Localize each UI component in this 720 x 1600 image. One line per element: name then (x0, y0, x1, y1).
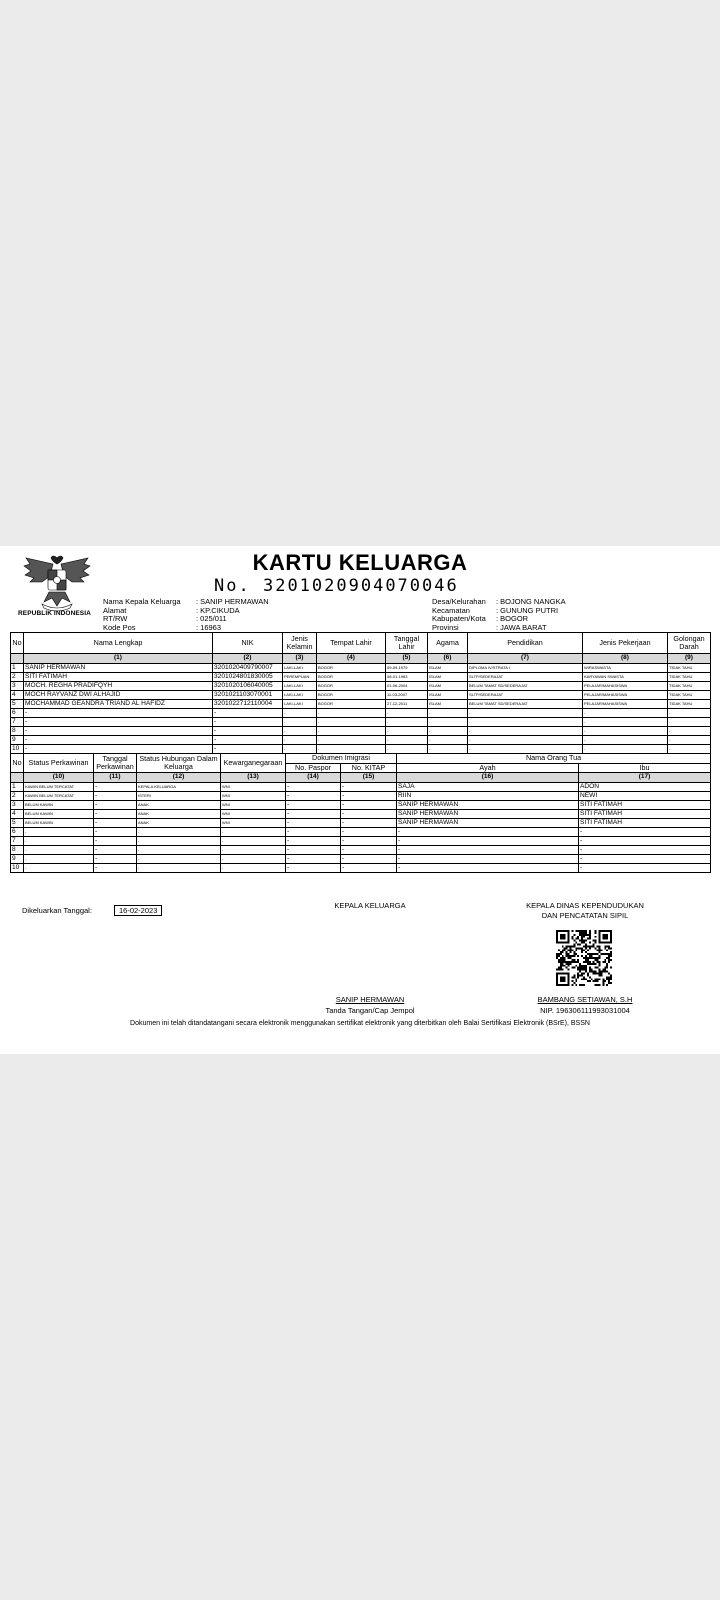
col-number: (9) (668, 654, 711, 664)
table-cell: - (94, 827, 137, 836)
table-cell: - (24, 863, 94, 872)
table-cell: WNI (221, 800, 286, 809)
table-cell: PEREMPUAN (283, 672, 317, 681)
table-cell: - (94, 854, 137, 863)
table-row (11, 744, 711, 753)
table-cell: - (286, 845, 341, 854)
table-cell: 9 (11, 854, 24, 863)
table-cell: ANAK (137, 809, 221, 818)
header-spacer (11, 773, 24, 783)
table-cell: ISLAM (428, 672, 468, 681)
table-cell: MOCH RAYVANZ DWI ALHAJID (24, 690, 213, 699)
table-cell: ANAK (137, 800, 221, 809)
table-cell: TIDAK TAHU (668, 690, 711, 699)
col-number: (5) (386, 654, 428, 664)
table-row (11, 818, 711, 827)
table-cell: - (428, 708, 468, 717)
table-cell: 5 (11, 699, 24, 708)
table-cell: BOGOR (317, 681, 386, 690)
table-cell: - (583, 744, 668, 753)
table-cell: MOCHAMMAD GEANDRA TRIAND AL HAFIDZ (24, 699, 213, 708)
header-spacer (11, 654, 24, 664)
signature-caption: Tanda Tangan/Cap Jempol (325, 1006, 415, 1015)
table-cell: - (24, 708, 213, 717)
table-cell: SANIP HERMAWAN (397, 800, 579, 809)
table-cell: 27-12-2011 (386, 699, 428, 708)
info-value: : GUNUNG PUTRI (496, 605, 559, 615)
header-status-perkawinan: Status Perkawinan (24, 754, 94, 773)
official-signature (500, 994, 670, 1016)
qr-code-icon (556, 930, 612, 986)
table-cell: - (341, 782, 397, 791)
table-cell: ANAK (137, 818, 221, 827)
table-cell: - (317, 744, 386, 753)
table-cell: - (341, 791, 397, 800)
header-status-hubungan: Status Hubungan Dalam Keluarga (137, 754, 221, 773)
table-cell: - (24, 854, 94, 863)
table-row (11, 845, 711, 854)
table-cell: - (668, 726, 711, 735)
table-cell: - (137, 845, 221, 854)
document-title: KARTU KELUARGA (252, 550, 468, 575)
table-cell: SAJA (397, 782, 579, 791)
table-cell: WNI (221, 782, 286, 791)
table-cell: - (341, 818, 397, 827)
table-cell: - (286, 854, 341, 863)
table-cell: 6 (11, 708, 24, 717)
official-title-line-2: DAN PENCATATAN SIPIL (541, 911, 629, 920)
col-number: (17) (579, 773, 711, 783)
col-number: (11) (94, 773, 137, 783)
table-cell: SANIP HERMAWAN (397, 818, 579, 827)
table-cell: - (24, 717, 213, 726)
table-cell: - (24, 827, 94, 836)
table-cell: - (668, 744, 711, 753)
table-cell: - (341, 836, 397, 845)
table-cell: 3201024801830005 (213, 672, 283, 681)
info-label: Alamat (103, 605, 127, 615)
table-cell: - (221, 836, 286, 845)
table-cell: WIRASWASTA (583, 663, 668, 672)
info-value: : BOJONG NANGKA (496, 597, 566, 606)
table-cell: TIDAK TAHU (668, 672, 711, 681)
table-cell: - (341, 845, 397, 854)
table-cell: - (317, 735, 386, 744)
col-number: (4) (317, 654, 386, 664)
table-cell: 3 (11, 800, 24, 809)
issued-date: 16-02-2023 (114, 905, 162, 916)
table-row (11, 863, 711, 872)
table-cell: RIIN (397, 791, 579, 800)
table-cell: WNI (221, 818, 286, 827)
table-cell: - (94, 782, 137, 791)
table-cell: ISLAM (428, 690, 468, 699)
table-row (11, 809, 711, 818)
table-cell: - (283, 726, 317, 735)
table-cell: - (286, 800, 341, 809)
electronic-signature-note: Dokumen ini telah ditandatangani secara elektronik menggunakan sertifikat elektronik yang diterbitkan oleh Balai Sertifikasi Elektronik (BSrE), BSSN (130, 1020, 590, 1027)
table-cell: - (341, 827, 397, 836)
col-number: (8) (583, 654, 668, 664)
table-row (11, 800, 711, 809)
table-cell: - (583, 726, 668, 735)
table-row (11, 791, 711, 800)
table-cell: SITI FATIMAH (579, 809, 711, 818)
table-cell: 10 (11, 744, 24, 753)
table-cell: KAWIN BELUM TERCATAT (24, 791, 94, 800)
table-cell: - (94, 836, 137, 845)
table-cell: - (341, 809, 397, 818)
table-cell: TIDAK TAHU (668, 681, 711, 690)
table-cell: - (341, 800, 397, 809)
table-cell: - (583, 735, 668, 744)
table-cell: - (386, 735, 428, 744)
issued-block (22, 905, 162, 916)
table-cell: 7 (11, 836, 24, 845)
table-cell: - (94, 845, 137, 854)
table-cell: SLTP/SEDERAJAT (468, 672, 583, 681)
table-cell: - (386, 744, 428, 753)
table-cell: - (428, 744, 468, 753)
table-cell: 1 (11, 782, 24, 791)
table-cell: ISLAM (428, 663, 468, 672)
table-cell: 4 (11, 690, 24, 699)
table-row (11, 681, 711, 690)
table-cell: - (386, 726, 428, 735)
official-nip: NIP. 196306111993031004 (540, 1006, 630, 1015)
table-cell: - (286, 863, 341, 872)
table-cell: 3 (11, 681, 24, 690)
table-cell: - (213, 744, 283, 753)
table-cell: 7 (11, 717, 24, 726)
table-cell: - (668, 708, 711, 717)
col-number: (10) (24, 773, 94, 783)
table-cell: - (583, 717, 668, 726)
table-cell: 6 (11, 827, 24, 836)
table-cell: ADON (579, 782, 711, 791)
table-cell: - (397, 827, 579, 836)
col-number: (12) (137, 773, 221, 783)
table-cell: KAWIN BELUM TERCATAT (24, 782, 94, 791)
table-cell: BELUM KAWIN (24, 800, 94, 809)
table-cell: WNI (221, 809, 286, 818)
table-cell: - (286, 791, 341, 800)
table-cell: 3201020106040005 (213, 681, 283, 690)
table-cell: - (286, 782, 341, 791)
table-row (11, 672, 711, 681)
table-cell: - (468, 708, 583, 717)
header-jenis-kelamin: Jenis Kelamin (283, 633, 317, 654)
emblem-label: REPUBLIK INDONESIA (18, 610, 91, 617)
header-jenis-pekerjaan: Jenis Pekerjaan (583, 633, 668, 654)
table-cell: - (579, 845, 711, 854)
table-cell: - (286, 836, 341, 845)
col-number: (14) (286, 773, 341, 783)
table-cell: 01-06-2004 (386, 681, 428, 690)
table-cell: ISLAM (428, 699, 468, 708)
info-label: Provinsi (432, 622, 459, 632)
table-cell: - (94, 791, 137, 800)
table-cell: LAKI-LAKI (283, 663, 317, 672)
col-number: (13) (221, 773, 286, 783)
table-cell: ISLAM (428, 681, 468, 690)
table-cell: TIDAK TAHU (668, 663, 711, 672)
table-cell: - (579, 836, 711, 845)
table-cell: 1 (11, 663, 24, 672)
table-cell: - (94, 818, 137, 827)
header-no: No (11, 754, 24, 773)
head-of-family-signature (270, 994, 470, 1016)
table-row (11, 735, 711, 744)
info-right (432, 598, 566, 632)
table-cell: 09-09-1979 (386, 663, 428, 672)
info-label: Kecamatan (432, 605, 470, 615)
table-cell: BELUM TAMAT SD/SEDERAJAT (468, 681, 583, 690)
header-kewarganegaraan: Kewarganegaraan (221, 754, 286, 773)
header-tanggal-perkawinan: Tanggal Perkawinan (94, 754, 137, 773)
table-cell: - (468, 735, 583, 744)
table-cell: - (213, 726, 283, 735)
official-title (500, 901, 670, 921)
table-cell: - (221, 845, 286, 854)
header-nama: Nama Lengkap (24, 633, 213, 654)
table-cell: - (468, 717, 583, 726)
card-number (214, 576, 459, 596)
table-cell: - (341, 854, 397, 863)
table-cell: 08-01-1983 (386, 672, 428, 681)
table-cell: SITI FATIMAH (579, 818, 711, 827)
table-cell: 8 (11, 845, 24, 854)
table-row (11, 690, 711, 699)
table-cell: - (221, 827, 286, 836)
header-tanggal-lahir: Tanggal Lahir (386, 633, 428, 654)
table-cell: 2 (11, 791, 24, 800)
table-row (11, 699, 711, 708)
table-cell: BELUM TAMAT SD/SEDERAJAT (468, 699, 583, 708)
family-status-table (10, 753, 711, 873)
table-cell: SITI FATIMAH (579, 800, 711, 809)
table-cell: - (283, 717, 317, 726)
table-cell: 3201022712110004 (213, 699, 283, 708)
table-cell: WNI (221, 791, 286, 800)
table-cell: - (137, 863, 221, 872)
table-cell: LAKI-LAKI (283, 699, 317, 708)
table-cell: - (213, 735, 283, 744)
table-cell: KARYAWAN SWASTA (583, 672, 668, 681)
table-cell: MOCH. REGHA PRADIFQYH (24, 681, 213, 690)
table-cell: 5 (11, 818, 24, 827)
header-nik: NIK (213, 633, 283, 654)
table-cell: - (137, 854, 221, 863)
card-number-value: 3201020904070046 (262, 576, 459, 596)
table-cell: - (579, 827, 711, 836)
col-number: (1) (24, 654, 213, 664)
table-cell: PELAJAR/MAHASISWA (583, 690, 668, 699)
table-cell: 11-03-2007 (386, 690, 428, 699)
table-cell: - (24, 726, 213, 735)
table-cell: BELUM KAWIN (24, 818, 94, 827)
table-row (11, 717, 711, 726)
card-number-prefix: No. (214, 576, 251, 596)
family-members-table (10, 632, 711, 754)
col-number: (2) (213, 654, 283, 664)
table-cell: - (579, 863, 711, 872)
table-row (11, 782, 711, 791)
table-row (11, 726, 711, 735)
table-cell: - (397, 863, 579, 872)
header-golongan-darah: Golongan Darah (668, 633, 711, 654)
info-left (103, 598, 269, 632)
info-label: RT/RW (103, 614, 128, 623)
table-cell: - (283, 735, 317, 744)
info-value: : 16963 (196, 622, 222, 632)
table-cell: - (317, 726, 386, 735)
info-value: : 025/011 (196, 614, 227, 623)
head-of-family-title: KEPALA KELUARGA (334, 901, 406, 910)
official-name: BAMBANG SETIAWAN, S.H (537, 995, 633, 1004)
table-cell: - (137, 827, 221, 836)
col-number: (6) (428, 654, 468, 664)
table-cell: - (283, 708, 317, 717)
table-cell: - (286, 818, 341, 827)
table-cell: - (317, 717, 386, 726)
info-label: Desa/Kelurahan (432, 597, 486, 606)
table-cell: 2 (11, 672, 24, 681)
table-cell: - (24, 744, 213, 753)
table-cell: SANIP HERMAWAN (24, 663, 213, 672)
info-value: : SANIP HERMAWAN (196, 597, 269, 606)
table-cell: BOGOR (317, 672, 386, 681)
table-row (11, 836, 711, 845)
table-cell: 8 (11, 726, 24, 735)
table-cell: NEWI (579, 791, 711, 800)
table-cell: BOGOR (317, 699, 386, 708)
table-cell: - (428, 726, 468, 735)
table-cell: - (94, 863, 137, 872)
info-label: Kode Pos (103, 622, 136, 632)
table-cell: DIPLOMA IV/STRATA I (468, 663, 583, 672)
table-cell: - (468, 726, 583, 735)
table-cell: BELUM KAWIN (24, 809, 94, 818)
table-cell: - (386, 708, 428, 717)
col-number: (3) (283, 654, 317, 664)
table-cell: 10 (11, 863, 24, 872)
issued-label: Dikeluarkan Tanggal: (22, 906, 92, 915)
table-cell: - (397, 854, 579, 863)
table-cell: - (221, 854, 286, 863)
table-row (11, 854, 711, 863)
official-title-line-1: KEPALA DINAS KEPENDUDUKAN (526, 901, 644, 910)
info-value: : JAWA BARAT (496, 622, 547, 632)
table-cell: KEPALA KELUARGA (137, 782, 221, 791)
table-cell: BOGOR (317, 663, 386, 672)
table-cell: - (397, 845, 579, 854)
table-cell: - (386, 717, 428, 726)
table-cell: LAKI-LAKI (283, 681, 317, 690)
family-card-document (0, 546, 720, 1054)
header-no-kitap: No. KITAP (341, 763, 397, 773)
table-cell: LAKI-LAKI (283, 690, 317, 699)
header-no: No (11, 633, 24, 654)
header-dokumen-imigrasi: Dokumen Imigrasi (286, 754, 397, 764)
table-cell: - (668, 717, 711, 726)
table-cell: SLTP/SEDERAJAT (468, 690, 583, 699)
info-label: Kabupaten/Kota (432, 614, 486, 623)
table-cell: PELAJAR/MAHASISWA (583, 681, 668, 690)
info-value: : BOGOR (496, 614, 529, 623)
table-cell: PELAJAR/MAHASISWA (583, 699, 668, 708)
table-cell: 3201021103070001 (213, 690, 283, 699)
table-cell: BOGOR (317, 690, 386, 699)
head-of-family-name: SANIP HERMAWAN (335, 995, 405, 1004)
table-cell: - (94, 800, 137, 809)
table-cell: SANIP HERMAWAN (397, 809, 579, 818)
table-cell: - (283, 744, 317, 753)
table-cell: - (428, 735, 468, 744)
table-cell: 3201020409790007 (213, 663, 283, 672)
header-tempat-lahir: Tempat Lahir (317, 633, 386, 654)
table-cell: - (24, 836, 94, 845)
info-value: : KP.CIKUDA (196, 605, 240, 615)
col-number: (7) (468, 654, 583, 664)
table-cell: - (94, 809, 137, 818)
table-cell: 4 (11, 809, 24, 818)
header-ibu: Ibu (579, 763, 711, 773)
table-cell: ISTERI (137, 791, 221, 800)
header-agama: Agama (428, 633, 468, 654)
table-row (11, 827, 711, 836)
table-cell: SITI FATIMAH (24, 672, 213, 681)
header-no-paspor: No. Paspor (286, 763, 341, 773)
table-cell: - (397, 836, 579, 845)
table-cell: - (579, 854, 711, 863)
table-cell: - (668, 735, 711, 744)
col-number: (15) (341, 773, 397, 783)
info-label: Nama Kepala Keluarga (103, 597, 181, 606)
col-number: (16) (397, 773, 579, 783)
table-cell: - (286, 809, 341, 818)
table-row (11, 708, 711, 717)
header-ayah: Ayah (397, 763, 579, 773)
table-cell: - (468, 744, 583, 753)
table-cell: - (341, 863, 397, 872)
table-cell: 9 (11, 735, 24, 744)
table-cell: - (286, 827, 341, 836)
table-cell: - (213, 708, 283, 717)
table-cell: - (137, 836, 221, 845)
table-cell: TIDAK TAHU (668, 699, 711, 708)
table-cell: - (24, 845, 94, 854)
table-cell: - (583, 708, 668, 717)
table-cell: - (221, 863, 286, 872)
table-cell: - (213, 717, 283, 726)
header-pendidikan: Pendidikan (468, 633, 583, 654)
table-row (11, 663, 711, 672)
table-cell: - (24, 735, 213, 744)
table-cell: - (317, 708, 386, 717)
table-cell: - (428, 717, 468, 726)
header-nama-orang-tua: Nama Orang Tua (397, 754, 711, 764)
